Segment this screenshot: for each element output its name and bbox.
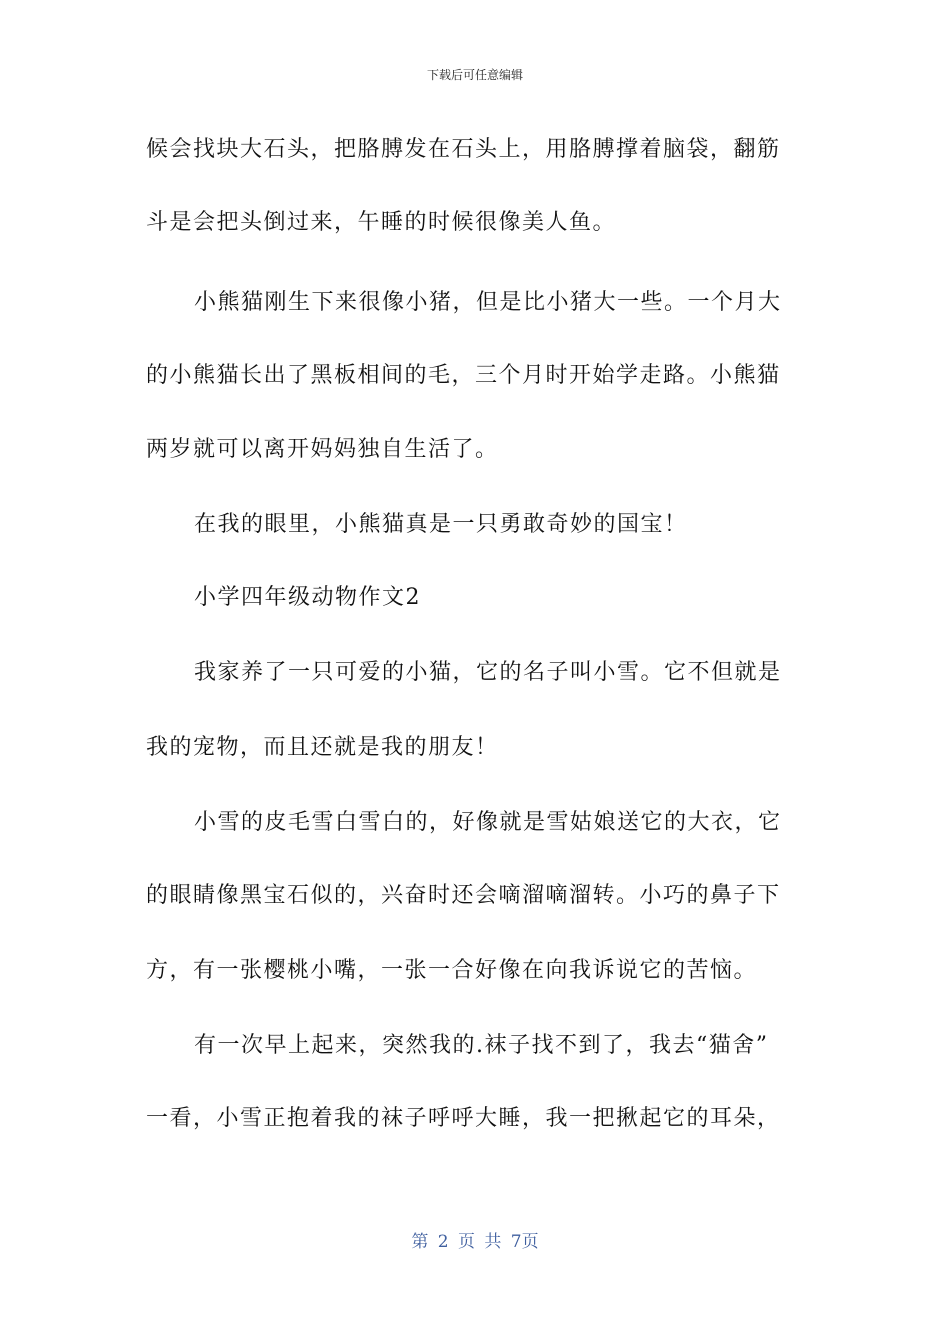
paragraph-line: 小熊猫刚生下来很像小猪，但是比小猪大一些。一个月大	[194, 290, 782, 315]
page-number: 第 2 页 共 7页	[411, 1232, 539, 1252]
text-line: 候会找块大石头，把胳膊发在石头上，用胳膊撑着脑袋，翻筋	[146, 137, 781, 162]
page-header: 下载后可任意编辑	[426, 68, 523, 82]
text-line: 方，有一张樱桃小嘴，一张一合好像在向我诉说它的苦恼。	[146, 958, 758, 983]
paragraph-line: 在我的眼里，小熊猫真是一只勇敢奇妙的国宝！	[194, 512, 688, 537]
text-line: 我的宠物，而且还就是我的朋友！	[146, 735, 499, 760]
paragraph-line: 小雪的皮毛雪白雪白的，好像就是雪姑娘送它的大衣，它	[194, 810, 782, 835]
section-heading: 小学四年级动物作文2	[194, 585, 421, 610]
text-line: 的小熊猫长出了黑板相间的毛，三个月时开始学走路。小熊猫	[146, 363, 781, 388]
text-line: 斗是会把头倒过来，午睡的时候很像美人鱼。	[146, 210, 617, 235]
text-line: 的眼睛像黑宝石似的，兴奋时还会嘀溜嘀溜转。小巧的鼻子下	[146, 883, 781, 908]
text-line: 一看，小雪正抱着我的袜子呼呼大睡，我一把揪起它的耳朵，	[146, 1106, 781, 1131]
paragraph-line: 我家养了一只可爱的小猫，它的名子叫小雪。它不但就是	[194, 660, 782, 685]
text-line: 两岁就可以离开妈妈独自生活了。	[146, 437, 499, 462]
paragraph-line: 有一次早上起来，突然我的.袜子找不到了，我去“猫舍”	[194, 1033, 769, 1058]
